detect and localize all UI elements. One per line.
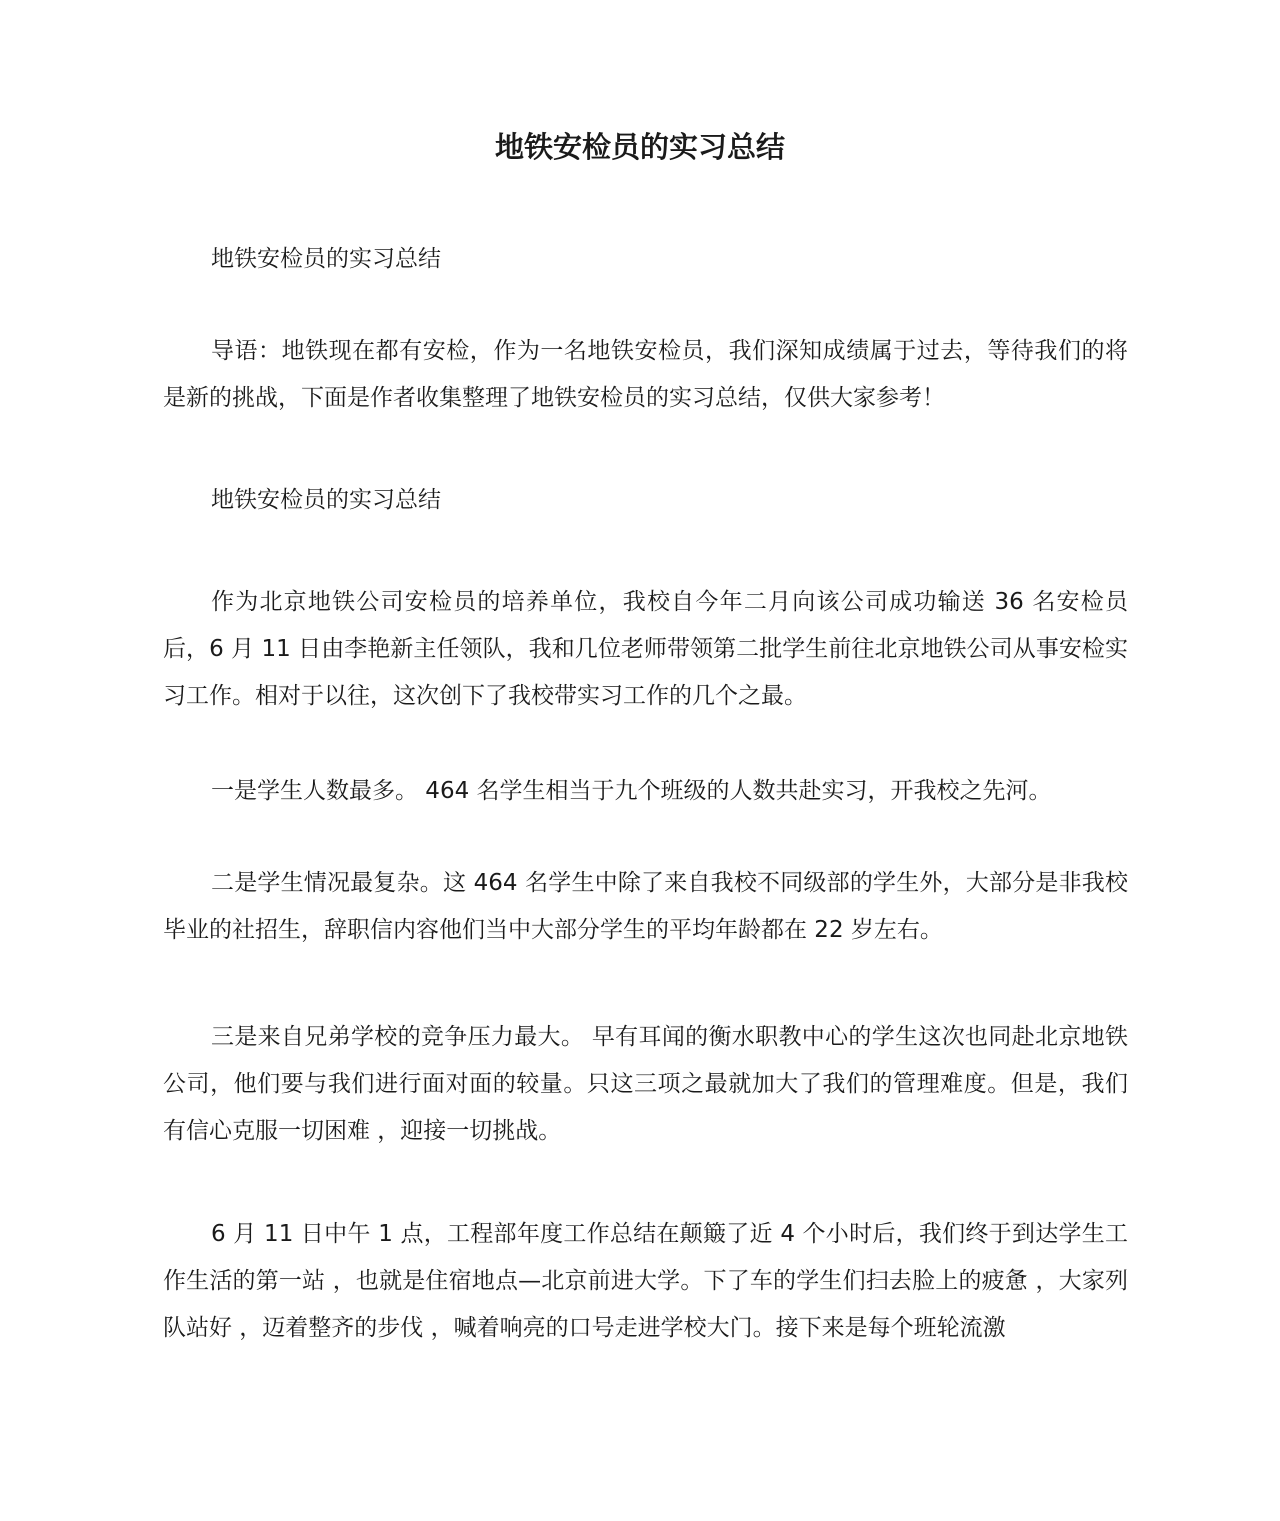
body-paragraph: 一是学生人数最多。 464 名学生相当于九个班级的人数共赴实习，开我校之先河。 — [211, 778, 1052, 804]
document-title: 地铁安检员的实习总结 — [494, 130, 785, 164]
intro-paragraph: 导语：地铁现在都有安检，作为一名地铁安检员，我们深知成绩属于过去，等待我们的将是新的挑战，下面是作者收集整理了地铁安检员的实习总结，仅供大家参考！ — [163, 338, 1128, 411]
body-paragraph: 三是来自兄弟学校的竞争压力最大。 早有耳闻的衡水职教中心的学生这次也同赴北京地铁公司，他们要与我们进行面对面的较量。只这三项之最就加大了我们的管理难度。但是，我们有信心克服一切困难 ，迎接一切挑战。 — [163, 1024, 1128, 1144]
body-paragraph: 作为北京地铁公司安检员的培养单位，我校自今年二月向该公司成功输送 36 名安检员后，6 月 11 日由李艳新主任领队，我和几位老师带领第二批学生前往北京地铁公司从事安检实习工作。相对于以往，这次创下了我校带实习工作的几个之最。 — [163, 589, 1128, 709]
subtitle-paragraph: 地铁安检员的实习总结 — [211, 487, 441, 513]
body-paragraph: 6 月 11 日中午 1 点，工程部年度工作总结在颠簸了近 4 个小时后，我们终于到达学生工作生活的第一站 ，也就是住宿地点—北京前进大学。下了车的学生们扫去脸上的疲惫 ，大家列队站好 ，迈着整齐的步伐 ，喊着响亮的口号走进学校大门。接下来是每个班轮流激 — [163, 1221, 1128, 1341]
body-paragraph: 二是学生情况最复杂。这 464 名学生中除了来自我校不同级部的学生外，大部分是非我校毕业的社招生，辞职信内容他们当中大部分学生的平均年龄都在 22 岁左右。 — [163, 870, 1128, 943]
subtitle-paragraph: 地铁安检员的实习总结 — [211, 246, 441, 272]
